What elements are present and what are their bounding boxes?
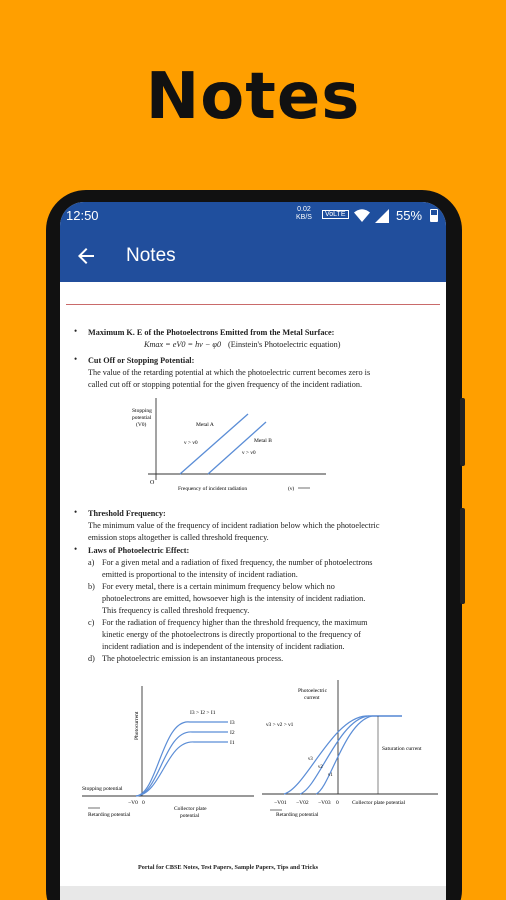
curve-label-v3: ν3 xyxy=(308,757,313,762)
metal-b-line xyxy=(208,422,266,474)
graph3-retarding: Retarding potential xyxy=(276,812,319,818)
app-bar-title: Notes xyxy=(126,245,176,266)
battery-percentage: 55% xyxy=(396,208,423,223)
law-text-line: For every metal, there is a certain minimum frequency below which no xyxy=(102,582,335,591)
bullet: • xyxy=(74,507,78,517)
graph2-origin: 0 xyxy=(142,800,145,806)
cutoff-heading: Cut Off or Stopping Potential: xyxy=(88,356,195,365)
graph1-ylabel: potential xyxy=(132,415,152,421)
metal-a-label: Metal A xyxy=(196,422,214,428)
laws-heading: Laws of Photoelectric Effect: xyxy=(88,546,190,555)
photocurrent-frequency-graph xyxy=(256,678,440,828)
law-text-line: kinetic energy of the photoelectrons is directly proportional to the frequency of xyxy=(102,630,361,639)
law-text-line: emitted is proportional to the intensity of incident radiation. xyxy=(102,570,298,579)
status-time: 12:50 xyxy=(66,208,99,223)
curve-v2 xyxy=(300,716,402,794)
page-bottom-edge xyxy=(60,886,446,900)
phone-screen xyxy=(60,202,446,900)
graph1-condition: ν > ν0 xyxy=(242,450,256,456)
curve-label-v2: ν2 xyxy=(318,765,323,770)
phone-power-button xyxy=(460,398,465,466)
page-footer: Portal for CBSE Notes, Test Papers, Sample Papers, Tips and Tricks xyxy=(138,864,319,871)
status-bar xyxy=(60,202,446,230)
graph1-xunit: (ν) xyxy=(288,486,295,492)
graph2-retarding: Retarding potential xyxy=(88,812,131,818)
graph3-ylabel: Photoelectric xyxy=(298,688,328,694)
graph2-collector: Collector plate xyxy=(174,806,207,812)
metal-b-label: Metal B xyxy=(254,438,272,444)
graph3-v02: −V02 xyxy=(296,800,309,806)
law-text-line: This frequency is called threshold frequency. xyxy=(102,606,250,615)
promo-headline: Notes xyxy=(145,60,361,134)
graph1-condition: ν > ν0 xyxy=(184,440,198,446)
bullet: • xyxy=(74,544,78,554)
graph1-xlabel: Frequency of incident radiation xyxy=(178,486,248,492)
arrow-back-icon[interactable] xyxy=(74,244,98,268)
graph2-v0: −V0 xyxy=(128,800,138,806)
curve-label-i3: I3 xyxy=(230,720,235,726)
threshold-heading: Threshold Frequency: xyxy=(88,509,166,518)
law-text-line: For the radiation of frequency higher than the threshold frequency, the maximum xyxy=(102,618,368,627)
cutoff-text-line: called cut off or stopping potential for the given frequency of the incident radiation. xyxy=(88,380,363,389)
law-text-line: The photoelectric emission is an instantaneous process. xyxy=(102,654,284,663)
graph3-ylabel: current xyxy=(304,695,320,701)
law-marker: c) xyxy=(88,618,95,627)
signal-icon xyxy=(375,209,389,226)
graph2-legend: I3 > I2 > I1 xyxy=(190,710,216,716)
volte-badge: VoLTE xyxy=(322,210,349,219)
law-marker: b) xyxy=(88,582,95,591)
graph3-origin: 0 xyxy=(336,800,339,806)
graph1-origin: O xyxy=(150,480,155,486)
max-ke-equation: Kmax = eV0 = hv − φ0 xyxy=(144,340,222,349)
max-ke-heading: Maximum K. E of the Photoelectrons Emitted from the Metal Surface: xyxy=(88,328,335,337)
stopping-potential-graph xyxy=(130,392,330,496)
photocurrent-intensity-graph xyxy=(78,678,258,828)
phone-volume-button xyxy=(460,508,465,604)
law-text-line: For a given metal and a radiation of fixed frequency, the number of photoelectrons xyxy=(102,558,373,567)
curve-v3 xyxy=(284,716,402,794)
network-speed: 0.02 KB/S xyxy=(296,206,312,221)
graph2-collector: potential xyxy=(180,813,200,819)
graph1-ylabel: (V0) xyxy=(136,422,147,428)
law-marker: d) xyxy=(88,654,95,663)
law-text-line: incident radiation and is independent of the intensity of incident radiation. xyxy=(102,642,345,651)
graph1-ylabel: Stopping xyxy=(132,408,152,414)
threshold-text-line: The minimum value of the frequency of incident radiation below which the photoelectric xyxy=(88,521,380,530)
law-text-line: photoelectrons are emitted, howsoever high is the intensity of incident radiation. xyxy=(102,594,366,603)
graph3-legend: ν3 > ν2 > ν1 xyxy=(266,722,294,728)
bullet: • xyxy=(74,354,78,364)
threshold-text-line: emission stops altogether is called threshold frequency. xyxy=(88,533,269,542)
curve-i1 xyxy=(136,742,228,796)
app-bar xyxy=(60,230,446,282)
cutoff-text-line: The value of the retarding potential at which the photoelectric current becomes zero is xyxy=(88,368,371,377)
graph3-collector: Collector plate potential xyxy=(352,800,406,806)
wifi-icon xyxy=(354,209,370,225)
max-ke-equation-note: (Einstein's Photoelectric equation) xyxy=(228,340,341,349)
curve-label-i1: I1 xyxy=(230,740,235,746)
graph3-v01: −V01 xyxy=(274,800,287,806)
graph3-saturation: Saturation current xyxy=(382,746,422,752)
graph2-stopping: Stopping potential xyxy=(82,786,123,792)
notes-page[interactable] xyxy=(60,282,446,900)
curve-label-v1: ν1 xyxy=(328,773,333,778)
law-marker: a) xyxy=(88,558,95,567)
graph2-ylabel: Photocurrent xyxy=(134,711,140,740)
battery-icon xyxy=(430,209,438,222)
bullet: • xyxy=(74,326,78,336)
page-header-rule xyxy=(66,304,440,305)
curve-label-i2: I2 xyxy=(230,730,235,736)
curve-i3 xyxy=(136,722,228,796)
graph3-v03: −V03 xyxy=(318,800,331,806)
